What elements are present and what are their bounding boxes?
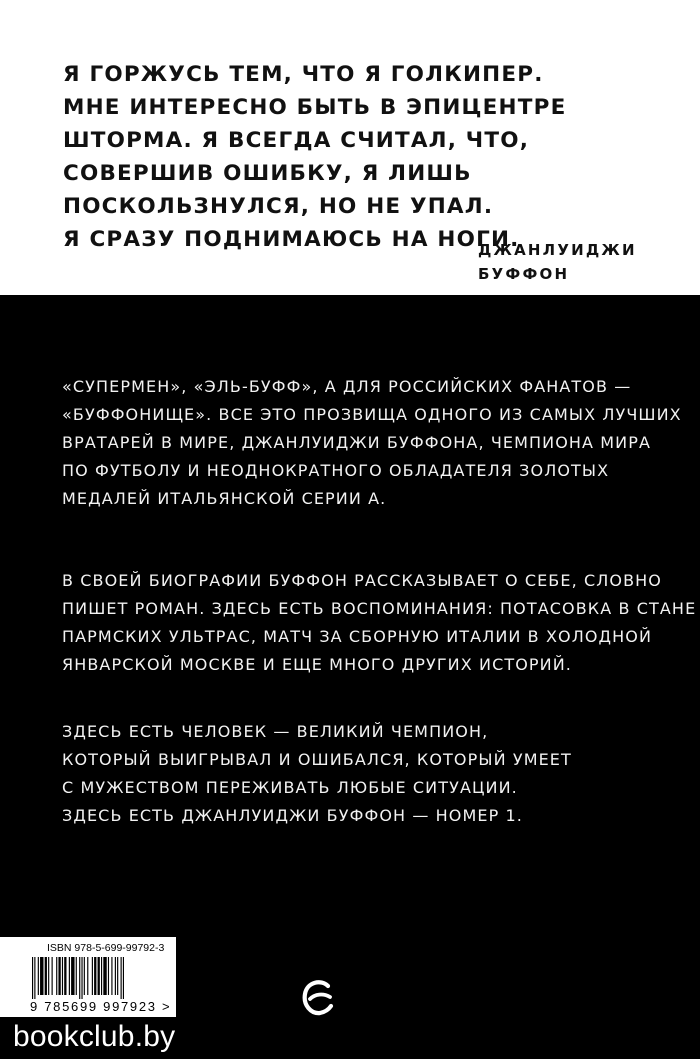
author-first-name: ДЖАНЛУИДЖИ xyxy=(478,241,637,259)
barcode-bar xyxy=(34,957,35,999)
author-last-name: БУФФОН xyxy=(478,265,570,283)
quote-author xyxy=(478,238,637,286)
paragraph-line: ЯНВАРСКОЙ МОСКВЕ И ЕЩЕ МНОГО ДРУГИХ ИСТОРИЙ. xyxy=(62,655,572,674)
barcode-bar xyxy=(71,957,74,995)
paragraph-line: ПИШЕТ РОМАН. ЗДЕСЬ ЕСТЬ ВОСПОМИНАНИЯ: ПОТАСОВКА В СТАНЕ xyxy=(62,599,697,618)
barcode-bar xyxy=(48,957,49,995)
barcode-bar xyxy=(98,957,100,995)
barcode-bar xyxy=(94,957,96,995)
barcode-bar xyxy=(81,957,82,999)
barcode-bar xyxy=(58,957,60,995)
paragraph-line: В СВОЕЙ БИОГРАФИИ БУФФОН РАССКАЗЫВАЕТ О СЕБЕ, СЛОВНО xyxy=(62,571,662,590)
barcode-bar xyxy=(79,957,80,999)
quote-line: Я СРАЗУ ПОДНИМАЮСЬ НА НОГИ. xyxy=(63,227,520,252)
barcode-bar xyxy=(76,957,77,995)
quote-line: МНЕ ИНТЕРЕСНО БЫТЬ В ЭПИЦЕНТРЕ xyxy=(63,95,567,120)
paragraph-line: КОТОРЫЙ ВЫИГРЫВАЛ И ОШИБАЛСЯ, КОТОРЫЙ УМЕЕТ xyxy=(62,750,572,769)
barcode-bar xyxy=(101,957,102,995)
paragraph-line: ЗДЕСЬ ЕСТЬ ДЖАНЛУИДЖИ БУФФОН — НОМЕР 1. xyxy=(62,806,523,825)
quote-line: ПОСКОЛЬЗНУЛСЯ, НО НЕ УПАЛ. xyxy=(63,194,494,219)
barcode-bar xyxy=(84,957,85,995)
paragraph-line: С МУЖЕСТВОМ ПЕРЕЖИВАТЬ ЛЮБЫЕ СИТУАЦИИ. xyxy=(62,778,518,797)
barcode-bar xyxy=(45,957,47,995)
paragraph-line: ПО ФУТБОЛУ И НЕОДНОКРАТНОГО ОБЛАДАТЕЛЯ ЗОЛОТЫХ xyxy=(62,461,610,480)
barcode-bar xyxy=(111,957,112,995)
barcode-bar xyxy=(87,957,88,995)
paragraph-line: ВРАТАРЕЙ В МИРЕ, ДЖАНЛУИДЖИ БУФФОНА, ЧЕМПИОНА МИРА xyxy=(62,433,652,452)
barcode-bar xyxy=(92,957,93,995)
barcode-bar xyxy=(52,957,53,995)
barcode-bar xyxy=(69,957,70,995)
quote-line: ШТОРМА. Я ВСЕГДА СЧИТАЛ, ЧТО, xyxy=(63,128,530,153)
description-paragraph-3 xyxy=(62,718,572,830)
barcode-digits: 9 785699 997923 > xyxy=(30,999,172,1014)
barcode-bar xyxy=(117,957,118,995)
isbn-label: ISBN 978-5-699-99792-3 xyxy=(47,942,165,954)
paragraph-line: ЗДЕСЬ ЕСТЬ ЧЕЛОВЕК — ВЕЛИКИЙ ЧЕМПИОН, xyxy=(62,722,489,741)
quote-text xyxy=(63,58,683,256)
barcode-bar xyxy=(103,957,106,995)
paragraph-line: «СУПЕРМЕН», «ЭЛЬ-БУФФ», А ДЛЯ РОССИЙСКИХ ФАНАТОВ — xyxy=(62,377,632,396)
paragraph-line: ПАРМСКИХ УЛЬТРАС, МАТЧ ЗА СБОРНУЮ ИТАЛИИ В ХОЛОДНОЙ xyxy=(62,627,653,646)
barcode-bar xyxy=(56,957,57,995)
barcode-bar xyxy=(115,957,116,995)
quote-line: Я ГОРЖУСЬ ТЕМ, ЧТО Я ГОЛКИПЕР. xyxy=(63,62,544,87)
barcode-bar xyxy=(40,957,43,995)
quote-line: СОВЕРШИВ ОШИБКУ, Я ЛИШЬ xyxy=(63,161,472,186)
paragraph-line: «БУФФОНИЩЕ». ВСЕ ЭТО ПРОЗВИЩА ОДНОГО ИЗ САМЫХ ЛУЧШИХ xyxy=(62,405,682,424)
description-paragraph-1 xyxy=(62,373,682,513)
paragraph-line: МЕДАЛЕЙ ИТАЛЬЯНСКОЙ СЕРИИ А. xyxy=(62,489,387,508)
barcode-bar xyxy=(121,957,122,999)
barcode-bar xyxy=(38,957,39,995)
description-paragraph-2 xyxy=(62,567,696,679)
barcode-bars xyxy=(30,957,170,999)
eksmo-e-logo-icon xyxy=(301,980,335,1018)
watermark-site: bookclub.by xyxy=(13,1020,176,1053)
barcode-bar xyxy=(62,957,63,995)
barcode-bar xyxy=(123,957,124,999)
barcode-bar xyxy=(108,957,109,995)
barcode-bar xyxy=(32,957,33,999)
barcode-bar xyxy=(64,957,66,995)
